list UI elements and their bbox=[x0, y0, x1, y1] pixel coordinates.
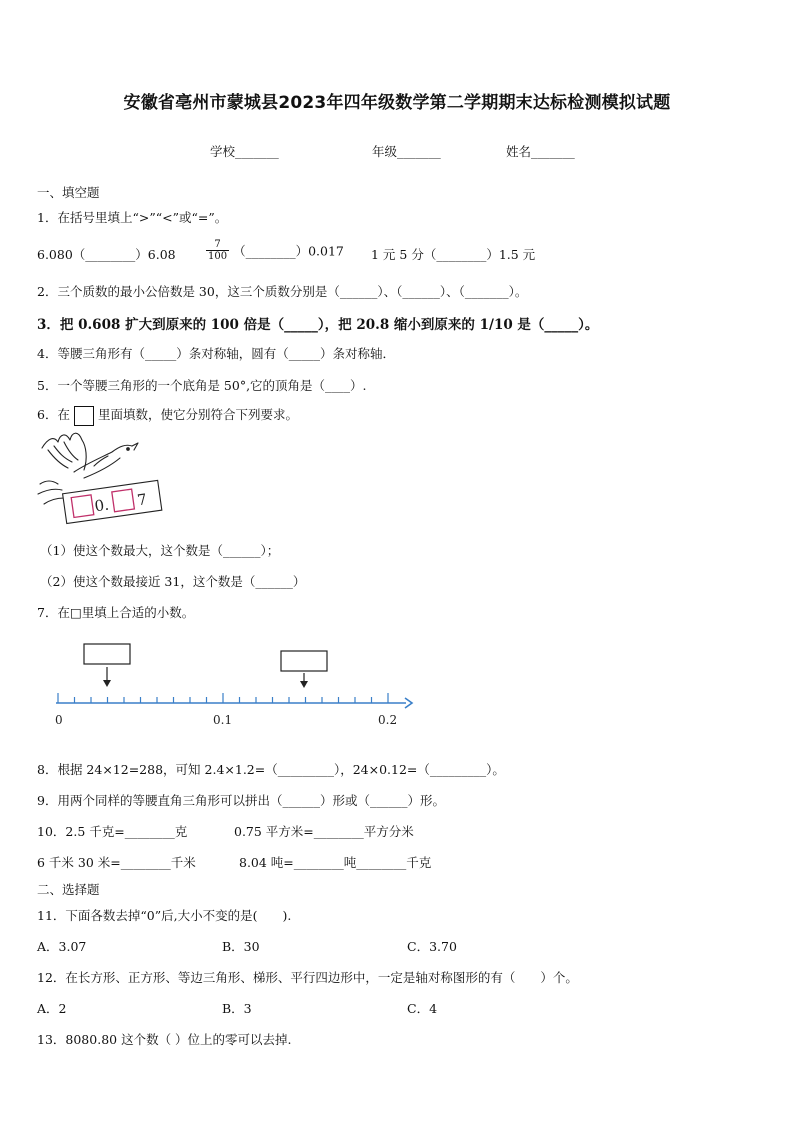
q11-option-c[interactable]: C．3.70 bbox=[407, 939, 457, 954]
question-1c: 1 元 5 分（________）1.5 元 bbox=[371, 247, 536, 262]
tick-label-0.2: 0.2 bbox=[378, 713, 398, 727]
question-1a: 6.080（________）6.08 bbox=[37, 247, 176, 262]
fraction-numerator: 7 bbox=[206, 239, 229, 251]
fraction bbox=[206, 239, 229, 262]
grade-field[interactable]: 年级_______ bbox=[372, 144, 441, 159]
number-line bbox=[56, 693, 412, 708]
square-box-icon bbox=[74, 406, 94, 426]
arrow-1-head-icon bbox=[103, 680, 111, 687]
question-6-sub2: （2）使这个数最接近 31，这个数是（______） bbox=[40, 574, 306, 589]
question-8: 8．根据 24×12=288，可知 2.4×1.2=（_________），24×0.12=（_________）。 bbox=[37, 762, 505, 777]
page-title: 安徽省亳州市蒙城县2023年四年级数学第二学期期末达标检测模拟试题 bbox=[123, 93, 671, 113]
arrow-2-head-icon bbox=[300, 681, 308, 688]
question-6-sub1: （1）使这个数最大，这个数是（______）； bbox=[40, 543, 280, 558]
question-10b: 0.75 平方米=________平方分米 bbox=[234, 824, 414, 839]
question-1b-text: （________）0.017 bbox=[233, 243, 344, 259]
card-digit: 7 bbox=[135, 490, 148, 510]
q12-option-b[interactable]: B．3 bbox=[222, 1001, 252, 1016]
fraction-denominator: 100 bbox=[208, 251, 228, 262]
name-field[interactable]: 姓名_______ bbox=[506, 144, 575, 159]
school-field[interactable]: 学校_______ bbox=[210, 144, 279, 159]
question-3: 3．把 0.608 扩大到原来的 100 倍是（_____），把 20.8 缩小到原来的 1/10 是（_____）。 bbox=[37, 317, 599, 333]
question-6-post: 里面填数，使它分别符合下列要求。 bbox=[97, 407, 298, 422]
q12-option-a[interactable]: A．2 bbox=[37, 1001, 67, 1016]
question-13: 13．8080.80 这个数（ ）位上的零可以去掉. bbox=[37, 1032, 292, 1047]
answer-box-1[interactable] bbox=[84, 644, 130, 664]
bird-card-illustration bbox=[34, 428, 164, 528]
question-12: 12．在长方形、正方形、等边三角形、梯形、平行四边形中，一定是轴对称图形的有（ ）个。 bbox=[37, 970, 578, 985]
q12-option-c[interactable]: C．4 bbox=[407, 1001, 438, 1016]
q11-option-b[interactable]: B．30 bbox=[222, 939, 260, 954]
question-1b bbox=[206, 239, 344, 262]
q11-option-a[interactable]: A．3.07 bbox=[37, 939, 87, 954]
card-text: 0. bbox=[93, 495, 111, 516]
number-line-figure bbox=[40, 640, 430, 730]
section-fill-in: 一、填空题 bbox=[37, 185, 100, 200]
question-4: 4．等腰三角形有（_____）条对称轴，圆有（_____）条对称轴． bbox=[37, 346, 395, 361]
question-6 bbox=[37, 405, 298, 426]
question-10c: 6 千米 30 米=________千米 bbox=[37, 855, 196, 870]
question-6-pre: 6．在 bbox=[37, 407, 70, 422]
question-2: 2．三个质数的最小公倍数是 30，这三个质数分别是（______）、（______）、（_______）。 bbox=[37, 284, 528, 299]
question-10a: 10．2.5 千克=________克 bbox=[37, 824, 188, 839]
question-5: 5．一个等腰三角形的一个底角是 50°,它的顶角是（____）. bbox=[37, 378, 367, 393]
question-9: 9．用两个同样的等腰直角三角形可以拼出（______）形或（______）形。 bbox=[37, 793, 445, 808]
tick-label-0: 0 bbox=[55, 713, 63, 727]
tick-label-0.1: 0.1 bbox=[213, 713, 233, 727]
question-7: 7．在□里填上合适的小数。 bbox=[37, 605, 195, 620]
question-10d: 8.04 吨=________吨________千克 bbox=[239, 855, 432, 870]
section-multiple-choice: 二、选择题 bbox=[37, 882, 100, 897]
question-1: 1．在括号里填上“>”“<”或“=”。 bbox=[37, 210, 228, 225]
question-11: 11．下面各数去掉“0”后,大小不变的是( ). bbox=[37, 908, 292, 923]
answer-box-2[interactable] bbox=[281, 651, 327, 671]
